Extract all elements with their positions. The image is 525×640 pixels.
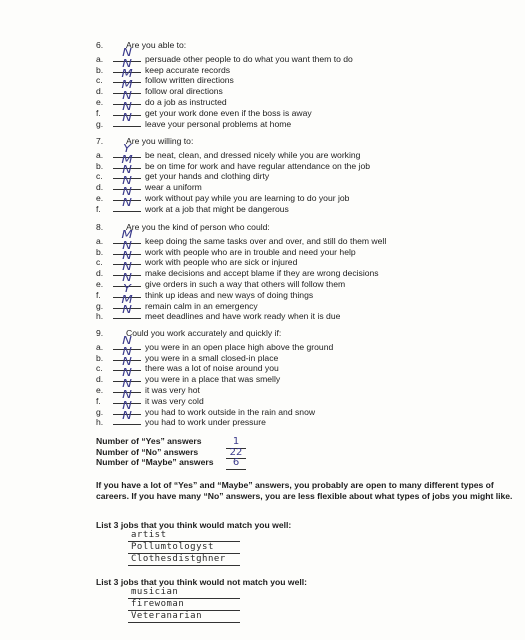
yes-count-value[interactable]: 1 [226,437,246,449]
job-entry[interactable]: Veteranarian [128,611,240,623]
item-letter: g. [96,300,104,311]
item-text: give orders in such a way that others will follow them [145,278,346,289]
answer-mark: N [122,367,132,380]
question-8 [96,222,387,322]
item-text: there was a lot of noise around you [145,363,279,374]
item-text: you were in an open place high above the ground [145,341,334,352]
answer-mark: M [121,293,133,306]
match-jobs-list [128,530,240,566]
item-letter: b. [96,352,104,363]
item-text: remain calm in an emergency [145,300,258,311]
item-text: make decisions and accept blame if they are wrong decisions [145,268,379,279]
question-number: 8. [96,222,104,232]
item-letter: g. [96,406,104,417]
item-text: work with people who are in trouble and need your help [145,246,356,257]
answer-mark: N [122,304,132,317]
no-count-label: Number of “No” answers [96,446,199,457]
item-text: think up ideas and new ways of doing things [145,289,314,300]
item-text: be neat, clean, and dressed nicely while you are working [145,149,361,160]
nomatch-jobs-list [128,587,240,623]
answer-mark: M [121,153,133,166]
job-entry[interactable]: Clothesdistghner [128,554,240,566]
item-letter: c. [96,75,103,86]
item-letter: e. [96,278,104,289]
item-text: it was very hot [145,384,200,395]
answer-mark: N [122,164,132,177]
item-letter: e. [96,384,104,395]
item-text: you had to work outside in the rain and snow [145,406,316,417]
job-entry[interactable]: musician [128,587,240,599]
item-letter: c. [96,171,103,182]
item-letter: e. [96,192,104,203]
answer-mark: Y [122,142,132,155]
job-entry[interactable]: artist [128,530,240,542]
item-text: get your hands and clothing dirty [145,171,270,182]
item-letter: c. [96,363,103,374]
question-prompt: Are you the kind of person who could: [126,222,270,232]
answer-mark: N [122,250,132,263]
yes-count-label: Number of “Yes” answers [96,436,202,446]
answer-mark: N [122,399,132,412]
answer-blank[interactable] [113,111,141,127]
no-count-value[interactable]: 22 [226,448,246,460]
item-text: work without pay while you are learning to do your job [145,192,350,203]
answer-mark: N [122,334,132,347]
answer-mark: M [121,228,133,241]
answer-mark: N [122,57,132,70]
item-letter: a. [96,235,104,246]
question-number: 9. [96,328,104,338]
item-text: follow oral directions [145,86,223,97]
item-text: you were in a place that was smelly [145,374,281,385]
maybe-count-row [96,457,246,468]
item-text: wear a uniform [145,182,202,193]
answer-mark: M [121,68,133,81]
item-text: do a job as instructed [145,96,227,107]
item-text: work with people who are sick or injured [145,257,298,268]
item-letter: b. [96,246,104,257]
question-prompt: Are you willing to: [126,136,194,146]
answer-mark: Y [122,282,132,295]
item-letter: f. [96,289,101,300]
question-prompt: Could you work accurately and quickly if: [126,328,282,338]
answer-mark: N [122,111,132,124]
item-letter: h. [96,417,104,428]
item-letter: h. [96,311,104,322]
item-text: persuade other people to do what you want them to do [145,53,353,64]
maybe-count-label: Number of “Maybe” answers [96,457,214,468]
question-9 [96,328,334,428]
item-text: meet deadlines and have work ready when it is due [145,311,341,322]
job-entry[interactable]: firewoman [128,599,240,611]
item-letter: e. [96,96,104,107]
item-letter: c. [96,257,103,268]
item-text: keep doing the same tasks over and over, and still do them well [145,235,387,246]
answer-blank[interactable] [113,410,141,425]
answer-blank[interactable] [113,196,141,212]
item-letter: d. [96,268,104,279]
item-text: you were in a small closed-in place [145,352,279,363]
maybe-count-value[interactable]: 6 [226,458,246,470]
answer-mark: N [122,46,132,59]
match-list-title: List 3 jobs that you think would match you well: [96,520,292,530]
item-letter: b. [96,64,104,75]
answer-mark: N [122,261,132,274]
answer-mark: N [122,239,132,252]
advice-paragraph: If you have a lot of “Yes” and “Maybe” answers, you probably are open to many different types of careers. If you have many “No” answers, you are less flexible about what types of jobs you might like. [96,480,513,501]
answer-mark: N [122,196,132,209]
item-letter: f. [96,395,101,406]
answer-mark: N [122,345,132,358]
answer-mark: N [122,356,132,369]
answer-mark: N [122,100,132,113]
answer-mark: N [122,388,132,401]
yes-count-row [96,436,246,447]
no-count-row [96,447,246,458]
nomatch-list-title: List 3 jobs that you think would not match you well: [96,577,308,587]
answer-mark: M [121,79,133,92]
item-text: follow written directions [145,75,234,86]
item-text: it was very cold [145,395,204,406]
answer-blank[interactable] [113,304,141,319]
answer-counts [96,436,246,468]
item-letter: g. [96,118,104,129]
answer-mark: N [122,271,132,284]
item-text: get your work done even if the boss is away [145,107,312,118]
question-prompt: Are you able to: [126,40,187,50]
answer-mark: N [122,185,132,198]
answer-mark: N [122,377,132,390]
job-entry[interactable]: Pollumtologyst [128,542,240,554]
answer-mark: N [122,410,132,423]
item-text: leave your personal problems at home [145,118,292,129]
question-number: 7. [96,136,104,146]
question-number: 6. [96,40,104,50]
question-7 [96,136,370,212]
item-letter: b. [96,160,104,171]
item-letter: f. [96,203,101,214]
item-letter: d. [96,86,104,97]
item-text: be on time for work and have regular attendance on the job [145,160,371,171]
item-letter: a. [96,341,104,352]
answer-mark: N [122,175,132,188]
item-text: you had to work under pressure [145,417,266,428]
item-letter: d. [96,374,104,385]
item-text: keep accurate records [145,64,231,75]
answer-mark: N [122,89,132,102]
item-text: work at a job that might be dangerous [145,203,289,214]
item-letter: d. [96,182,104,193]
item-letter: a. [96,53,104,64]
question-6 [96,40,353,129]
item-letter: f. [96,107,101,118]
item-letter: a. [96,149,104,160]
